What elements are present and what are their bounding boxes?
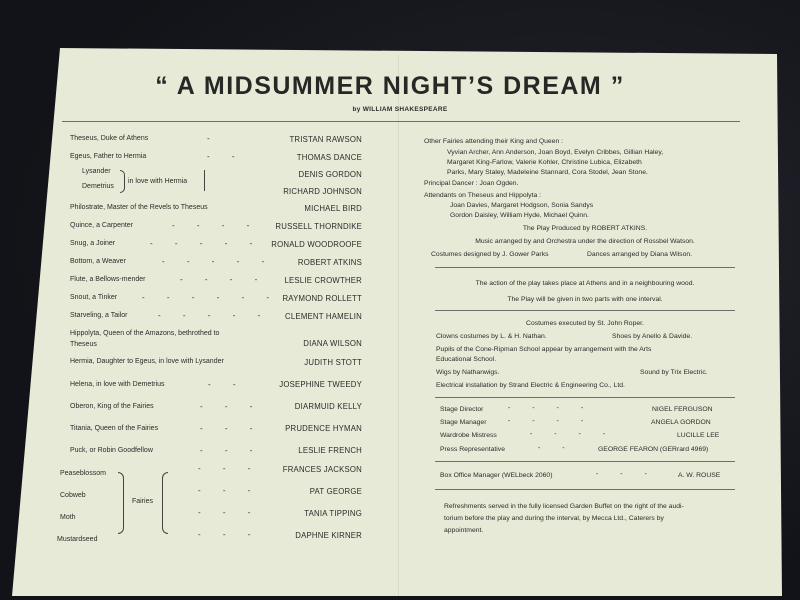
fairies-brace-left	[118, 472, 124, 534]
staff-name: NIGEL FERGUSON	[652, 406, 713, 413]
cast-role: Mustardseed	[57, 536, 98, 543]
staff-name: GEORGE FEARON (GERrard 4969)	[598, 446, 709, 453]
cast-actor: TRISTAN RAWSON	[289, 135, 362, 144]
cast-actor: PRUDENCE HYMAN	[285, 424, 362, 433]
cast-actor: RONALD WOODROOFE	[271, 240, 362, 249]
section-rule	[435, 397, 735, 398]
other-fairies-heading: Other Fairies attending their King and Queen :	[424, 138, 564, 145]
cast-actor: ROBERT ATKINS	[297, 258, 362, 267]
shoes-credit: Shoes by Anello & Davide.	[612, 333, 693, 340]
cast-role: Demetrius	[82, 183, 114, 190]
other-fairies-line: Margaret King-Farlow, Valerie Kohler, Christine Lubica, Elizabeth	[447, 159, 642, 166]
box-office-name: A. W. ROUSE	[678, 472, 721, 479]
cast-role: Snug, a Joiner	[70, 240, 116, 247]
leader-dashes: - - - - -	[150, 239, 263, 248]
attendants-line: Gordon Daisley, William Hyde, Michael Quinn.	[450, 212, 589, 219]
cast-actor: DAPHNE KIRNER	[295, 531, 362, 540]
cast-role: Bottom, a Weaver	[70, 258, 126, 265]
staff-role: Stage Manager	[440, 419, 487, 426]
cast-actor: DENIS GORDON	[298, 170, 362, 179]
leader-dashes: - - -	[198, 508, 261, 517]
attendants-line: Joan Davies, Margaret Hodgson, Sonia Sandys	[450, 202, 594, 209]
leader-dashes: - - -	[596, 471, 657, 478]
action-note: The action of the play takes place at Athens and in a neighbouring wood.	[475, 280, 695, 287]
section-rule	[435, 461, 735, 462]
cast-role: Egeus, Father to Hermia	[70, 153, 147, 160]
cast-role: Puck, or Robin Goodfellow	[70, 447, 153, 454]
other-fairies-line: Parks, Mary Staley, Madeleine Stannard, Cora Stodel, Jean Stone.	[447, 169, 648, 176]
leader-dashes: - - - - -	[162, 257, 275, 266]
cast-role: Titania, Queen of the Fairies	[70, 425, 159, 432]
refreshments-line: torium before the play and during the interval, by Mecca Ltd., Caterers by	[444, 515, 664, 522]
leader-dashes: -	[207, 134, 220, 143]
leader-dashes: - - -	[198, 530, 261, 539]
cast-role: Lysander	[82, 168, 111, 175]
cast-role: Theseus, Duke of Athens	[70, 135, 149, 142]
cast-actor: CLEMENT HAMELIN	[285, 312, 362, 321]
lovers-brace	[120, 170, 125, 193]
leader-dashes: - -	[208, 380, 246, 389]
center-fold	[398, 55, 400, 596]
program-title: “ A MIDSUMMER NIGHT’S DREAM ”	[155, 72, 625, 100]
refreshments-line: appointment.	[444, 527, 484, 534]
costumes-executed: Costumes executed by St. John Roper.	[526, 320, 644, 327]
section-rule	[435, 310, 735, 311]
clowns-credit: Clowns costumes by L. & H. Nathan.	[436, 333, 547, 340]
staff-role: Wardrobe Mistress	[440, 432, 497, 439]
cast-role: Snout, a Tinker	[70, 294, 118, 301]
wigs-credit: Wigs by Nathanwigs.	[436, 369, 500, 376]
sound-credit: Sound by Trix Electric.	[640, 369, 708, 376]
leader-dashes: - - - -	[172, 221, 260, 230]
attendants-heading: Attendants on Theseus and Hippolyta :	[424, 192, 542, 199]
staff-role: Stage Director	[440, 406, 484, 413]
principal-dancer: Principal Dancer : Joan Ogden.	[424, 180, 519, 187]
other-fairies-line: Vyvian Archer, Ann Anderson, Joan Boyd, Evelyn Cribbes, Gillian Haley,	[447, 149, 664, 156]
cast-role: Flute, a Bellows-mender	[70, 276, 146, 283]
produced-by: The Play Produced by ROBERT ATKINS.	[522, 225, 648, 232]
staff-name: ANGELA GORDON	[651, 419, 711, 426]
music-credit: Music arranged by and Orchestra under the direction of Rossbel Watson.	[475, 238, 695, 245]
cast-actor: LESLIE FRENCH	[298, 446, 362, 455]
lovers-bar	[204, 170, 205, 191]
cast-role: Cobweb	[60, 492, 86, 499]
program-byline: by WILLIAM SHAKESPEARE	[352, 106, 448, 113]
leader-dashes: - - -	[198, 486, 261, 495]
staff-role: Press Representative	[440, 446, 505, 453]
cast-role: Peaseblossom	[60, 470, 106, 477]
cast-actor: PAT GEORGE	[309, 487, 362, 496]
cast-role: Quince, a Carpenter	[70, 222, 134, 229]
leader-dashes: - - -	[200, 446, 263, 455]
cast-role: Hippolyta, Queen of the Amazons, bethrothed to	[70, 330, 220, 337]
title-rule	[62, 121, 740, 122]
cast-actor: MICHAEL BIRD	[304, 204, 362, 213]
fairies-note: Fairies	[132, 498, 154, 505]
cast-actor: JOSEPHINE TWEEDY	[279, 380, 362, 389]
section-rule	[435, 267, 735, 268]
parts-note: The Play will be given in two parts with one interval.	[507, 296, 663, 303]
cast-role: Philostrate, Master of the Revels to Theseus	[70, 204, 208, 211]
leader-dashes: - -	[207, 152, 245, 161]
cast-actor: RUSSELL THORNDIKE	[275, 222, 362, 231]
pupils-line: Pupils of the Cone-Ripman School appear by arrangement with the Arts	[436, 346, 652, 353]
dances-credit: Dances arranged by Diana Wilson.	[587, 251, 693, 258]
cast-actor: DIARMUID KELLY	[294, 402, 362, 411]
pupils-line: Educational School.	[436, 356, 497, 363]
cast-role: Helena, in love with Demetrius	[70, 381, 165, 388]
electrical-credit: Electrical installation by Strand Electric & Engineering Co., Ltd.	[436, 382, 625, 389]
leader-dashes: - -	[538, 445, 575, 452]
cast-role-continued: Theseus	[70, 341, 97, 348]
leader-dashes: - - -	[198, 464, 261, 473]
cast-actor: JUDITH STOTT	[304, 358, 362, 367]
costumes-designed: Costumes designed by J. Gower Parks	[431, 251, 549, 258]
cast-actor: FRANCES JACKSON	[282, 465, 362, 474]
fairies-brace-right	[162, 472, 168, 534]
cast-role: Moth	[60, 514, 76, 521]
staff-name: LUCILLE LEE	[677, 432, 720, 439]
box-office-role: Box Office Manager (WELbeck 2060)	[440, 472, 553, 479]
leader-dashes: - - - -	[508, 418, 594, 425]
cast-role: Hermia, Daughter to Egeus, in love with Lysander	[70, 358, 224, 365]
cast-actor: LESLIE CROWTHER	[284, 276, 362, 285]
leader-dashes: - - -	[200, 424, 263, 433]
leader-dashes: - - - -	[508, 405, 594, 412]
cast-actor: THOMAS DANCE	[296, 153, 362, 162]
leader-dashes: - - - -	[180, 275, 268, 284]
cast-actor: RICHARD JOHNSON	[283, 187, 362, 196]
cast-role: Starveling, a Tailor	[70, 312, 128, 319]
cast-role: Oberon, King of the Fairies	[70, 403, 154, 410]
cast-actor: DIANA WILSON	[303, 339, 362, 348]
in-love-note: in love with Hermia	[128, 178, 188, 185]
cast-actor: RAYMOND ROLLETT	[282, 294, 362, 303]
leader-dashes: - - -	[200, 402, 263, 411]
refreshments-line: Refreshments served in the fully licensed Garden Buffet on the right of the audi-	[444, 503, 684, 510]
section-rule	[435, 489, 735, 490]
cast-actor: TANIA TIPPING	[304, 509, 362, 518]
leader-dashes: - - - -	[530, 431, 616, 438]
leader-dashes: - - - - - -	[142, 293, 280, 302]
leader-dashes: - - - - -	[158, 311, 271, 320]
